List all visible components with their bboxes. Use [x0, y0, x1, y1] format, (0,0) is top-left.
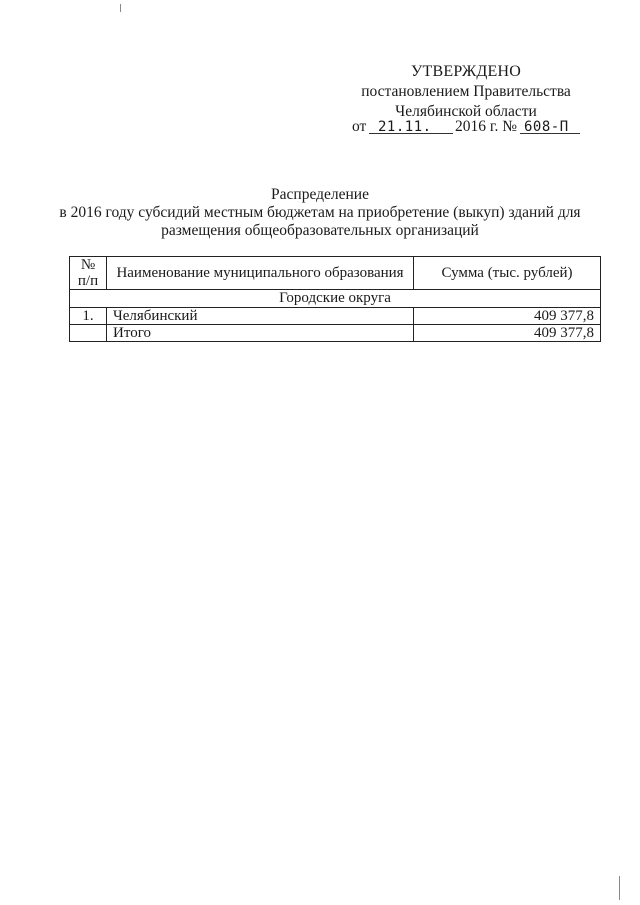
header-name: Наименование муниципального образования [107, 257, 414, 290]
table-row [70, 308, 601, 325]
approval-block [300, 62, 632, 122]
scan-artifact [120, 4, 121, 12]
heading-line-3: размещения общеобразовательных организаций [161, 222, 479, 239]
year-text: 2016 г. № [455, 118, 518, 135]
table-header-row [70, 257, 601, 290]
scan-artifact [619, 876, 620, 900]
row-name: Челябинский [107, 308, 414, 325]
approval-title: УТВЕРЖДЕНО [410, 63, 521, 80]
approval-date-line [352, 115, 592, 137]
approval-line-1: постановлением Правительства [361, 83, 571, 100]
approval-line-2: Челябинской области [395, 103, 537, 120]
number-value: 608-П [524, 119, 569, 135]
header-num-line-1: № [80, 257, 96, 273]
section-row [70, 290, 601, 308]
date-prefix: от [352, 118, 367, 135]
row-sum: 409 377,8 [414, 325, 601, 342]
heading-line-1: Распределение [271, 186, 369, 203]
header-num-line-2: п/п [77, 273, 99, 289]
table-row-total [70, 325, 601, 342]
section-title: Городские округа [70, 290, 601, 308]
row-num [70, 325, 107, 342]
distribution-table [69, 256, 601, 342]
heading-line-2: в 2016 году субсидий местным бюджетам на приобретение (выкуп) зданий для [59, 204, 581, 221]
header-sum: Сумма (тыс. рублей) [414, 257, 601, 290]
date-value: 21.11. [378, 119, 432, 135]
row-name: Итого [107, 325, 414, 342]
document-heading [30, 186, 610, 240]
row-num: 1. [70, 308, 107, 325]
row-sum: 409 377,8 [414, 308, 601, 325]
header-num [70, 257, 107, 290]
